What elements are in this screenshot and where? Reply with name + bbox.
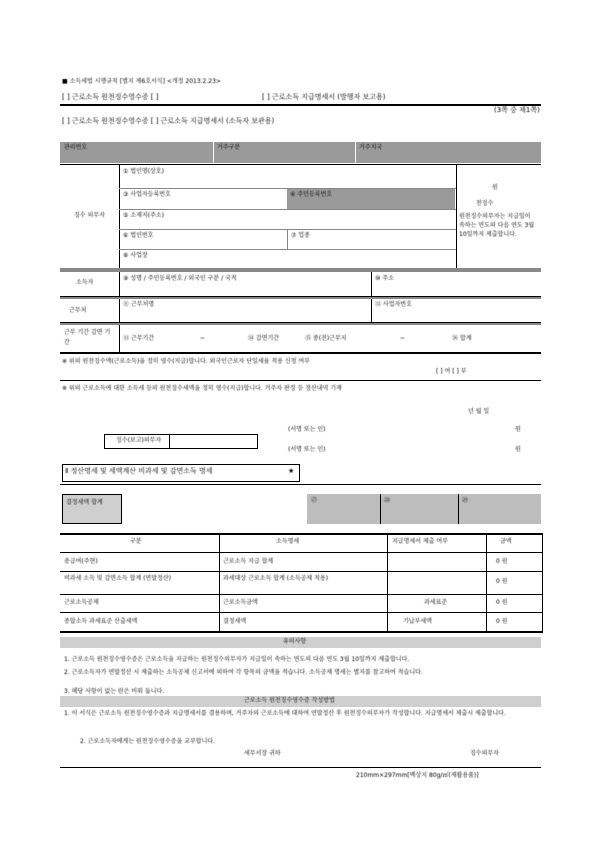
rule — [60, 380, 541, 381]
divider — [355, 142, 356, 163]
payer-side-label: 징수 의무자 — [74, 212, 105, 219]
table-row: 과세대상 근로소득 합계 (소득공제 적용) — [223, 575, 329, 582]
rule — [60, 552, 543, 553]
table-row: 총급여(주현) — [64, 558, 98, 565]
table-row: 근로소득금액 — [223, 599, 258, 606]
tax-office: 세무서장 귀하 — [244, 750, 281, 757]
date-line: 년 월 일 — [468, 408, 490, 415]
divider — [169, 434, 170, 449]
table-row: 결정세액 — [223, 618, 247, 625]
recipient-label: 소득자 — [76, 279, 94, 286]
table-row: 근로소득공제 — [64, 599, 99, 606]
table-row: 기납부세액 — [403, 618, 432, 625]
rule — [60, 164, 541, 165]
section-2-title: Ⅱ 정산명세 및 세액계산 비과세 및 감면소득 명세 — [65, 467, 213, 475]
detail-header-1: 구분 — [130, 538, 142, 545]
rule — [119, 249, 456, 250]
divider — [287, 229, 288, 249]
divider — [486, 533, 487, 631]
notice-title: 유의사항 — [283, 638, 307, 645]
payer-company-name: ① 법인명(상호) — [123, 168, 164, 175]
rule — [60, 767, 541, 768]
payer-right-sub: 천징수 — [476, 200, 494, 207]
tax-col-1: ㉗ — [311, 497, 318, 504]
period-col-6: ⑯ 합계 — [452, 335, 472, 342]
paper-spec: 210mm×297mm[백상지 80g/㎡(재활용품)] — [356, 772, 479, 779]
divider — [119, 272, 120, 352]
tax-col-3: ㉙ — [462, 497, 469, 504]
payer-business-no: ③ 사업자등록번호 — [123, 191, 171, 198]
total-tax-label: 결정세액 합계 — [66, 499, 103, 506]
table-row: 근로소득 지급 합계 — [223, 558, 274, 565]
note-line-1-choice[interactable]: [ ] 여 [ ] 부 — [436, 368, 467, 375]
sign-line-1: (서명 또는 인) — [288, 426, 326, 433]
payer-address: ⑤ 소재지(주소) — [123, 212, 164, 219]
top-col-2: 거주구분 — [217, 144, 241, 151]
notice-3: 3. 해당 사항이 없는 란은 비워 둡니다. — [64, 688, 165, 695]
rule — [60, 612, 543, 613]
rule — [119, 209, 456, 210]
form-option-1[interactable]: [ ] 근로소득 원천징수영수증 [ ] — [62, 93, 159, 101]
form-option-3[interactable]: [ ] 근로소득 원천징수영수증 [ ] 근로소득 지급명세서 (소득자 보관용) — [62, 117, 275, 125]
rule — [60, 571, 543, 572]
payer-workplace: ⑧ 사업장 — [123, 252, 148, 259]
workplace-name: ⑪ 근무처명 — [123, 301, 155, 308]
table-row: 0 원 — [496, 599, 508, 606]
amount-2: 원 — [515, 446, 521, 453]
divider — [458, 494, 459, 524]
payer-resident-no: ④ 주민등록번호 — [290, 191, 333, 198]
note-line-2: ※ 위의 근로소득에 대한 소득세 등의 원천징수세액을 정히 영수(지급)합니다. 거주자 판정 등 정산내역 기재 — [62, 385, 342, 392]
period-col-1: ⑬ 근무기간 — [123, 335, 155, 342]
top-col-1: 관리번호 — [64, 144, 88, 151]
period-col-5: ~ — [400, 335, 406, 342]
period-col-4: ⑮ 종(전)근무지 — [305, 335, 347, 342]
form-option-2[interactable]: [ ] 근로소득 지급명세서 (발행자 보고용) — [262, 93, 386, 101]
period-col-2: ~ — [200, 335, 206, 342]
notice-2: 2. 근로소득자가 연말정산 시 제출하는 소득공제 신고서에 의하여 각 항목의 금액을 적습니다. 소득공제 명세는 별지를 참고하여 적습니다. — [64, 669, 423, 676]
tax-columns — [307, 494, 541, 524]
table-row: 종합소득 과세표준 산출세액 — [64, 618, 138, 625]
table-row: 0 원 — [496, 558, 508, 565]
table-row: 비과세 소득 및 감면소득 합계 (연말정산) — [64, 575, 171, 582]
amount-1: 원 — [515, 426, 521, 433]
period-label: 근무 기간 감면 기간 — [64, 329, 111, 346]
divider — [456, 164, 457, 268]
section-2-mark: ★ — [288, 467, 295, 475]
rule — [60, 533, 543, 535]
detail-header-2: 소득명세 — [276, 538, 300, 545]
rule — [60, 594, 543, 595]
top-col-3: 거주지국 — [359, 144, 383, 151]
rule — [60, 323, 541, 325]
rule — [60, 352, 541, 354]
rule — [60, 631, 543, 633]
table-row: 과세표준 — [424, 599, 448, 606]
instructions-title: 근로소득 원천징수영수증 작성방법 — [244, 697, 335, 704]
top-table — [60, 142, 541, 163]
detail-header-4: 금액 — [500, 538, 512, 545]
note-line-1: ※ 위의 원천징수액(근로소득)을 정히 영수(지급)합니다. 외국인근로자 단일세율 적용 신청 여부 — [62, 358, 310, 365]
detail-header-3: 지급명세서 제출 여부 — [392, 538, 448, 545]
sign-line-2: (서명 또는 인) — [288, 446, 326, 453]
rule — [60, 484, 541, 485]
divider — [542, 533, 543, 631]
payer-corp-no: ⑥ 법인번호 — [123, 232, 154, 239]
workplace-label: 근무처 — [69, 307, 87, 314]
divider — [213, 142, 214, 163]
instruction-2: 2. 근로소득자에게는 원천징수영수증을 교부합니다. — [80, 738, 216, 745]
recipient-address: ⑩ 주소 — [375, 275, 394, 282]
rule — [60, 297, 541, 299]
recipient-name: ⑨ 성명 / 주민등록번호 / 외국인 구분 / 국적 — [123, 275, 237, 282]
tax-col-2: ㉘ — [384, 497, 391, 504]
section-bar — [60, 268, 541, 272]
payer-right-title: 원 — [492, 184, 498, 191]
page-indicator: (3쪽 중 제1쪽) — [494, 106, 540, 114]
header-rule — [60, 104, 541, 106]
period-col-3: ⑭ 감면기간 — [248, 335, 280, 342]
signature-right: 징수의무자 — [470, 750, 499, 757]
divider — [380, 494, 381, 524]
payer-right-note: 원천징수의무자는 지급일이 속하는 연도의 다음 연도 3월 10일까지 제출합니다. — [459, 213, 535, 238]
instruction-1: 1. 이 서식은 근로소득 원천징수영수증과 지급명세서를 겸용하며, 거주자의 근로소득에 대하여 연말정산 후 원천징수의무자가 작성합니다. 지급명세서 제출시 제출합니다. — [64, 710, 506, 717]
law-reference: ■ 소득세법 시행규칙 [별지 제6호서식] <개정 2013.2.23> — [62, 78, 221, 85]
divider — [387, 533, 388, 631]
divider — [219, 533, 220, 631]
table-row: 0 원 — [496, 618, 508, 625]
payer-sign-label: 징수(보고)의무자 — [116, 437, 162, 444]
notice-1: 1. 근로소득 원천징수영수증은 근로소득을 지급하는 원천징수의무자가 지급일이 속하는 연도의 다음 연도 3월 10일까지 제출합니다. — [64, 656, 410, 663]
payer-industry: ⑦ 업종 — [291, 232, 310, 239]
workplace-business-no: ⑫ 사업자번호 — [375, 301, 412, 308]
divider — [119, 164, 120, 268]
table-row: 0 원 — [496, 578, 508, 585]
